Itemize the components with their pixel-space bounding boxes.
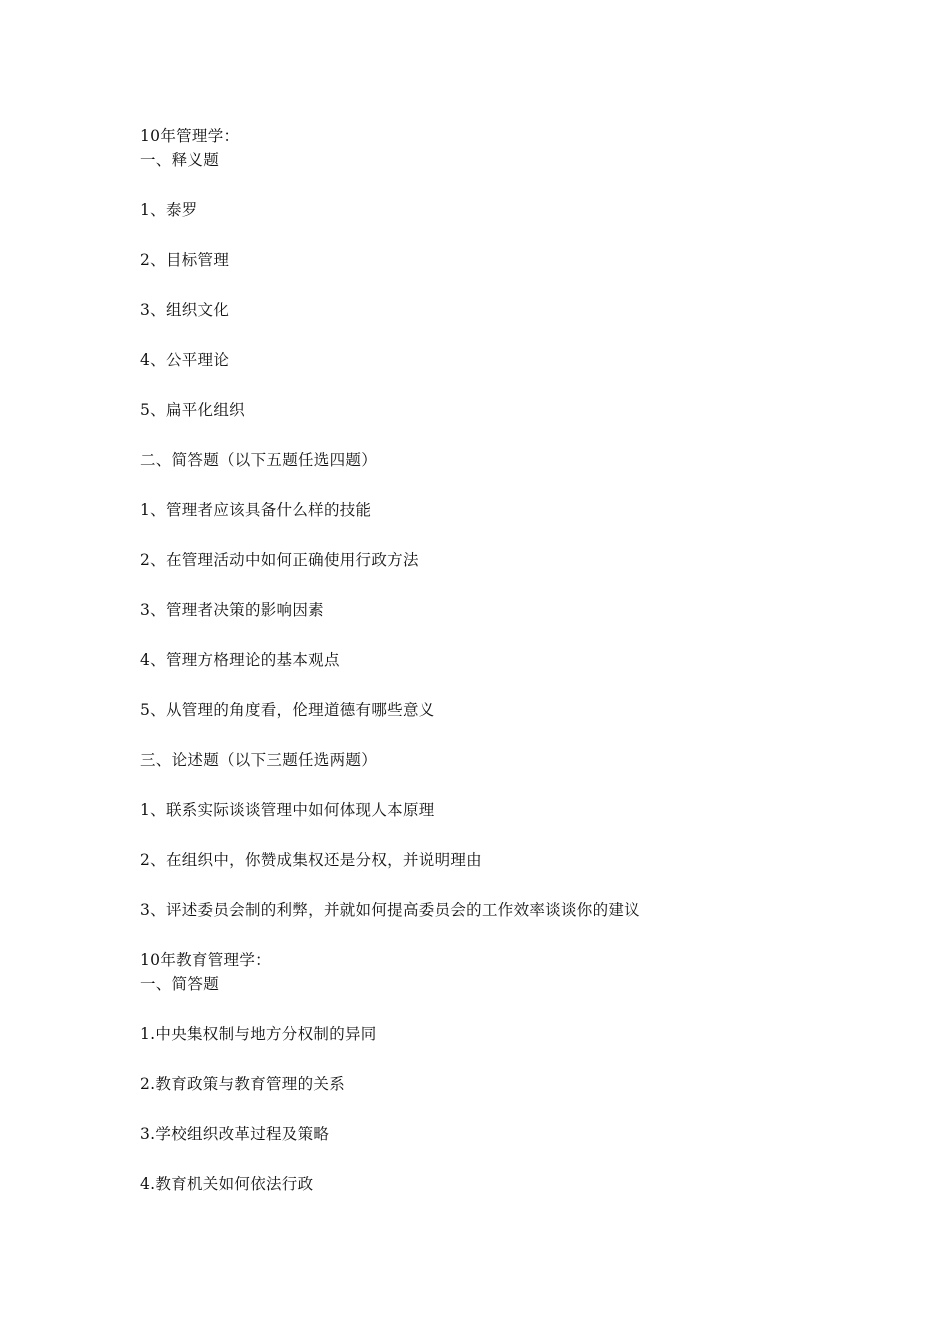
heading-definitions: 一、释义题: [140, 151, 220, 169]
question-item: 4.教育机关如何依法行政: [140, 1175, 314, 1193]
question-item: 3、评述委员会制的利弊，并就如何提高委员会的工作效率谈谈你的建议: [140, 901, 640, 919]
question-item: 2.教育政策与教育管理的关系: [140, 1075, 345, 1093]
heading-short-answer-education: 一、简答题: [140, 975, 220, 993]
document-body: [140, 124, 900, 1196]
question-item: 4、公平理论: [140, 351, 230, 369]
question-item: 2、在组织中，你赞成集权还是分权，并说明理由: [140, 851, 482, 869]
question-item: 2、在管理活动中如何正确使用行政方法: [140, 551, 419, 569]
heading-essay: 三、论述题（以下三题任选两题）: [140, 751, 378, 769]
heading-short-answer: 二、简答题（以下五题任选四题）: [140, 451, 378, 469]
question-item: 5、扁平化组织: [140, 401, 245, 419]
section-title-education-management: 10年教育管理学：: [140, 951, 271, 969]
question-item: 1.中央集权制与地方分权制的异同: [140, 1025, 377, 1043]
question-item: 3、组织文化: [140, 301, 230, 319]
section-title-management: 10年管理学：: [140, 127, 240, 145]
question-item: 3.学校组织改革过程及策略: [140, 1125, 330, 1143]
question-item: 1、联系实际谈谈管理中如何体现人本原理: [140, 801, 435, 819]
question-item: 1、管理者应该具备什么样的技能: [140, 501, 372, 519]
question-item: 4、管理方格理论的基本观点: [140, 651, 340, 669]
question-item: 3、管理者决策的影响因素: [140, 601, 324, 619]
question-item: 1、泰罗: [140, 201, 198, 219]
question-item: 5、从管理的角度看，伦理道德有哪些意义: [140, 701, 435, 719]
question-item: 2、目标管理: [140, 251, 230, 269]
